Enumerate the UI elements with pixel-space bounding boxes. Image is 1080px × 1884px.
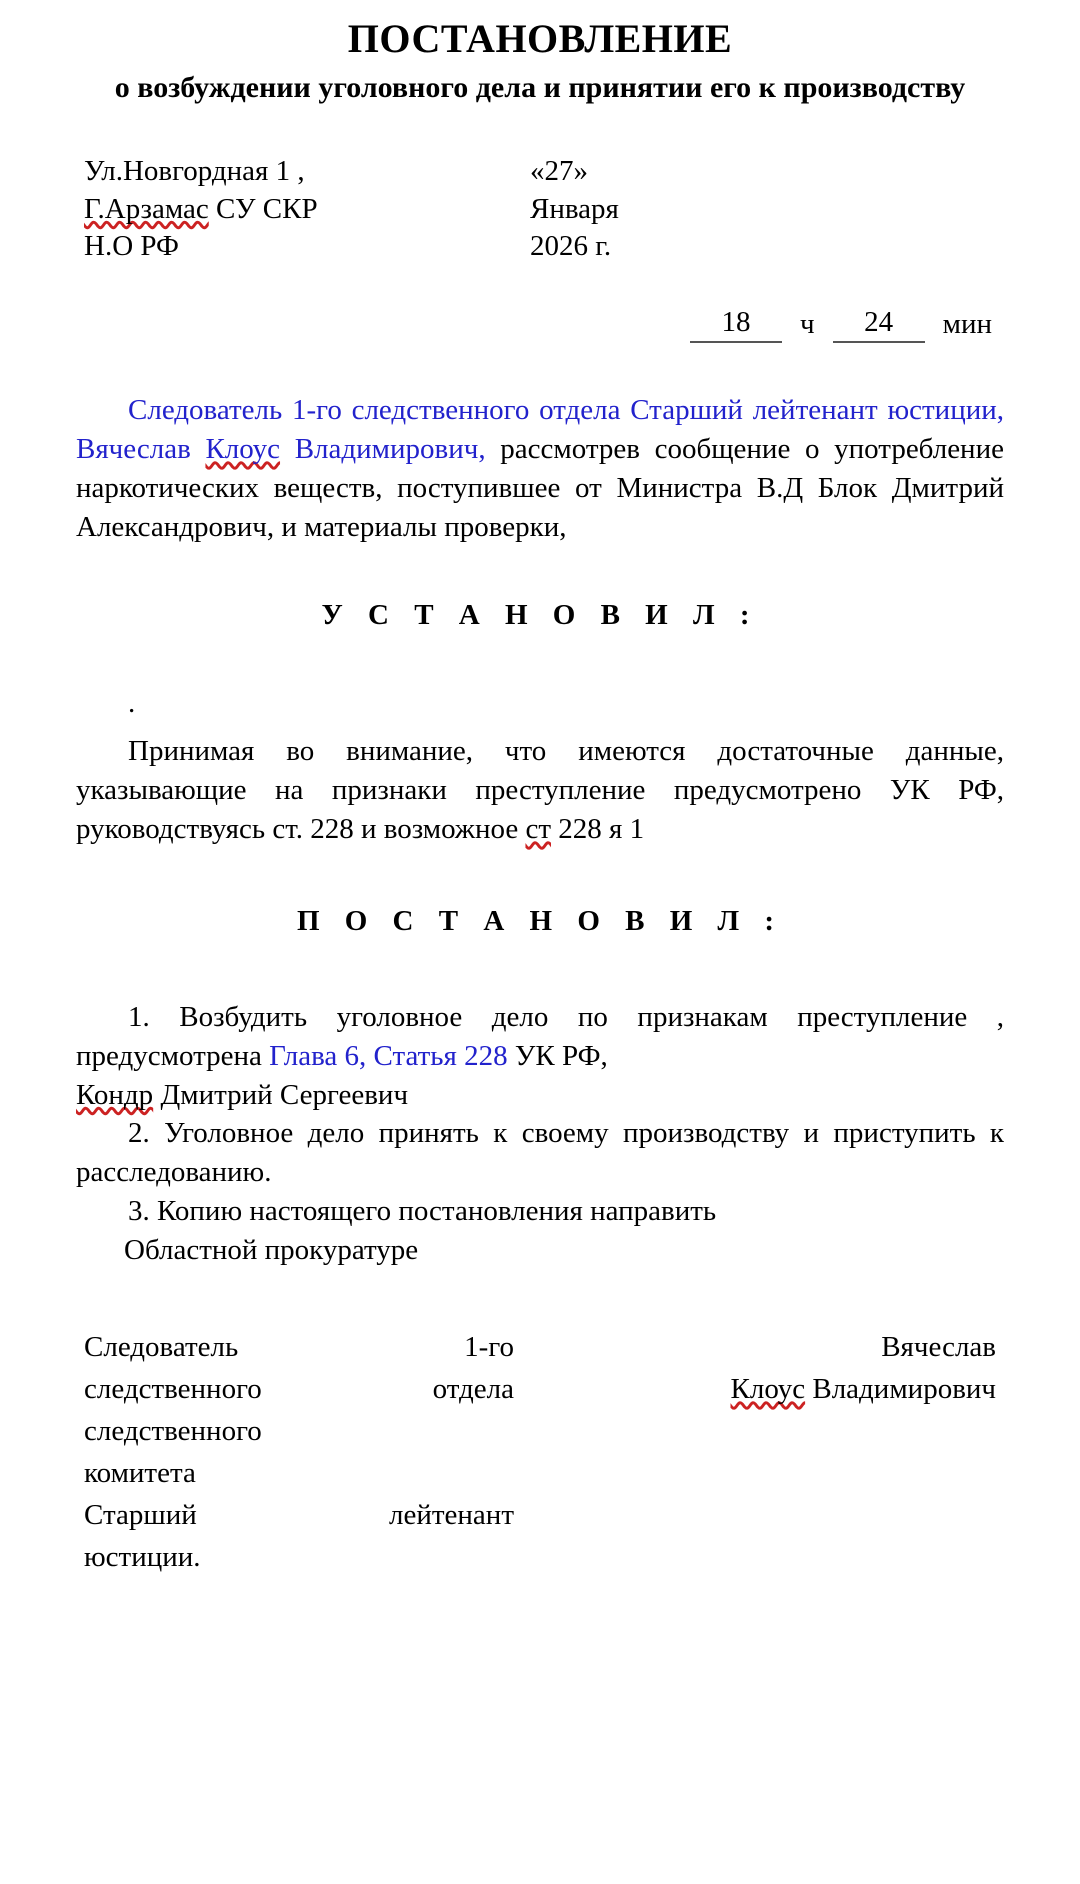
- document-title: ПОСТАНОВЛЕНИЕ: [347, 16, 733, 61]
- signature-rank-senior: Старший: [84, 1499, 197, 1532]
- stray-period: .: [128, 686, 136, 719]
- address-city-misspelled: Г.Арзамас: [84, 192, 209, 225]
- signature-line-4: комитета: [84, 1457, 196, 1490]
- heading-ustanovil: У С Т А Н О В И Л :: [321, 598, 759, 631]
- time-hours-field[interactable]: 18: [690, 306, 782, 343]
- signature-line-3: следственного: [84, 1414, 262, 1447]
- date-block: [522, 153, 1018, 266]
- signature-role: Следователь: [84, 1330, 239, 1363]
- time-row: [62, 306, 1018, 343]
- ustanovil-paragraph: [62, 732, 1018, 849]
- signature-block: [62, 1326, 1018, 1578]
- document-page: [0, 16, 1080, 1884]
- heading-postanovil: П О С Т А Н О В И Л :: [296, 904, 784, 937]
- address-line-3: Н.О РФ: [84, 230, 179, 263]
- signature-surname-misspelled: Клоус: [730, 1372, 806, 1405]
- header-block: [62, 153, 1018, 266]
- signature-department-word-2: отдела: [432, 1372, 514, 1405]
- investigator-title-blue: Следователь 1-го следственного отдела Старший лейтенант юстиции, Вячеслав: [76, 394, 1004, 465]
- signature-line-5: [84, 1494, 514, 1536]
- date-day: «27»: [530, 155, 588, 187]
- signature-department-ordinal: 1-го: [464, 1330, 514, 1363]
- accused-name-line: [62, 1076, 1018, 1115]
- signature-name-column: [514, 1326, 1004, 1578]
- address-line-1: Ул.Новгордная 1 ,: [84, 155, 305, 187]
- ustanovil-paragraph-text: Принимая во внимание, что имеются достаточные данные, указывающие на признаки преступление предусмотрено УК РФ, руководствуясь ст. 228 и возможное: [76, 735, 1004, 846]
- intro-paragraph: [62, 391, 1018, 546]
- document-subtitle: о возбуждении уголовного дела и принятии его к производству: [114, 71, 966, 104]
- statute-link[interactable]: Глава 6, Статья 228: [269, 1039, 508, 1072]
- signature-rank-lieutenant: лейтенант: [389, 1499, 514, 1532]
- date-year: 2026 г.: [530, 230, 612, 263]
- accused-name-tail: Дмитрий Сергеевич: [153, 1078, 409, 1111]
- statute-reference-tail: 228 я 1: [551, 813, 645, 846]
- time-hours-unit-label: ч: [800, 308, 815, 341]
- address-line-2: [84, 191, 522, 229]
- investigator-surname-misspelled: Клоус: [205, 432, 281, 465]
- postanovil-item-2: 2. Уголовное дело принять к своему производству и приступить к расследованию.: [76, 1117, 1004, 1189]
- statute-abbrev-misspelled: ст: [525, 813, 551, 846]
- signature-department-word: следственного: [84, 1372, 262, 1405]
- address-city-suffix: СУ СКР: [208, 192, 318, 225]
- time-minutes-unit-label: мин: [942, 308, 992, 341]
- time-minutes-field[interactable]: 24: [833, 306, 925, 343]
- accused-surname-misspelled: Кондр: [76, 1078, 154, 1111]
- postanovil-item-3: 3. Копию настоящего постановления направить: [128, 1195, 717, 1228]
- date-month: Января: [530, 192, 619, 225]
- postanovil-item-3-recipient: Областной прокуратуре: [124, 1234, 419, 1267]
- signature-patronymic: Владимирович: [805, 1372, 996, 1405]
- item1-text-tail: УК РФ,: [507, 1039, 608, 1072]
- signature-line-6: юстиции.: [84, 1541, 201, 1574]
- postanovil-item-1: [62, 998, 1018, 1076]
- address-block: [62, 153, 522, 266]
- signature-first-name: Вячеслав: [881, 1330, 996, 1363]
- item1-text-head: 1. Возбудить уголовное дело по признакам преступление , предусмотрена: [76, 1000, 1004, 1072]
- signature-line-2: [84, 1368, 514, 1410]
- signature-line-1: [84, 1326, 514, 1368]
- signature-full-surname: [514, 1368, 996, 1410]
- investigator-patronymic-blue: Владимирович,: [280, 432, 486, 465]
- signature-position-column: [84, 1326, 514, 1578]
- intro-body-text: рассмотрев сообщение о употребление наркотических веществ, поступившее от Министра В.Д Блок Дмитрий Александрович, и материалы проверки,: [76, 432, 1004, 543]
